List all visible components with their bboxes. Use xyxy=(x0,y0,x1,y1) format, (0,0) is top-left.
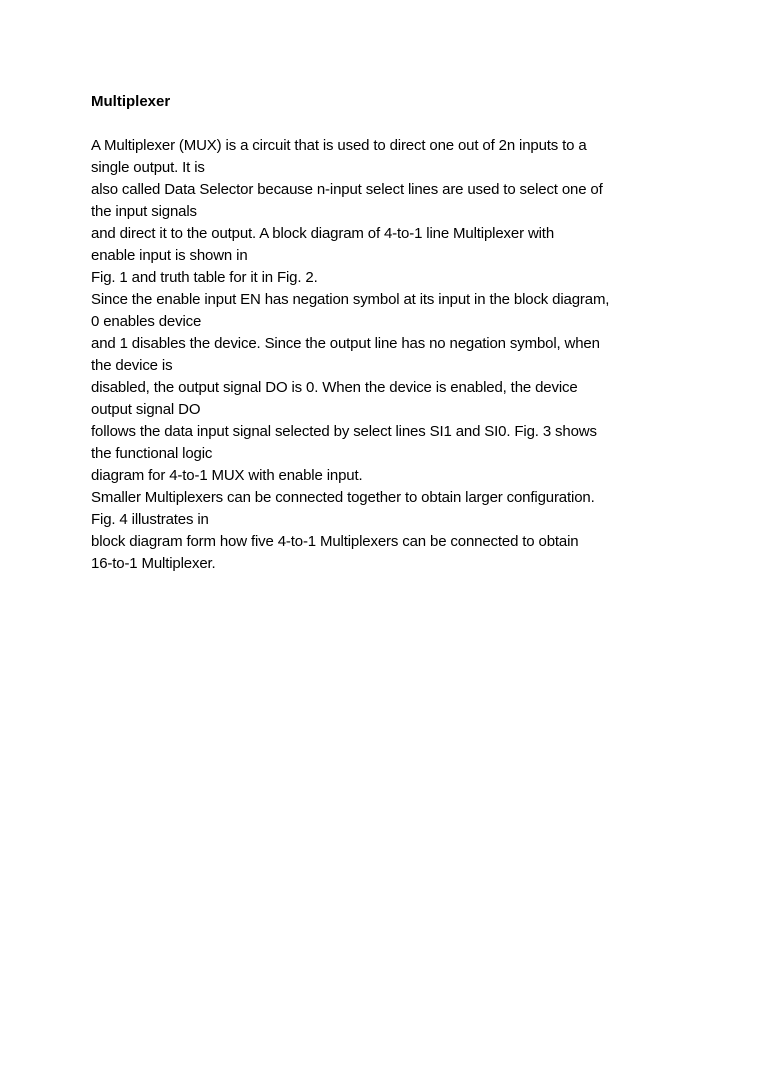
text-line: Since the enable input EN has negation symbol at its input in the block diagram, xyxy=(91,291,610,308)
text-line: enable input is shown in xyxy=(91,247,248,264)
text-line: the functional logic xyxy=(91,445,213,462)
text-line: block diagram form how five 4-to-1 Multiplexers can be connected to obtain xyxy=(91,533,579,550)
text-line: disabled, the output signal DO is 0. When the device is enabled, the device xyxy=(91,379,578,396)
paragraph-text xyxy=(91,135,691,575)
text-line: diagram for 4-to-1 MUX with enable input. xyxy=(91,467,363,484)
text-line: Fig. 4 illustrates in xyxy=(91,511,209,528)
text-line: single output. It is xyxy=(91,159,205,176)
text-line: A Multiplexer (MUX) is a circuit that is used to direct one out of 2n inputs to a xyxy=(91,137,587,154)
text-line: and 1 disables the device. Since the output line has no negation symbol, when xyxy=(91,335,600,352)
document-title: Multiplexer xyxy=(91,93,171,110)
text-line: output signal DO xyxy=(91,401,201,418)
text-line: follows the data input signal selected by select lines SI1 and SI0. Fig. 3 shows xyxy=(91,423,597,440)
text-line: 16-to-1 Multiplexer. xyxy=(91,555,216,572)
text-line: the device is xyxy=(91,357,173,374)
document-body xyxy=(91,91,691,575)
text-line: also called Data Selector because n-input select lines are used to select one of xyxy=(91,181,603,198)
text-line: and direct it to the output. A block diagram of 4-to-1 line Multiplexer with xyxy=(91,225,555,242)
text-line: 0 enables device xyxy=(91,313,202,330)
text-line: Smaller Multiplexers can be connected together to obtain larger configuration. xyxy=(91,489,595,506)
text-line: the input signals xyxy=(91,203,197,220)
text-line: Fig. 1 and truth table for it in Fig. 2. xyxy=(91,269,318,286)
